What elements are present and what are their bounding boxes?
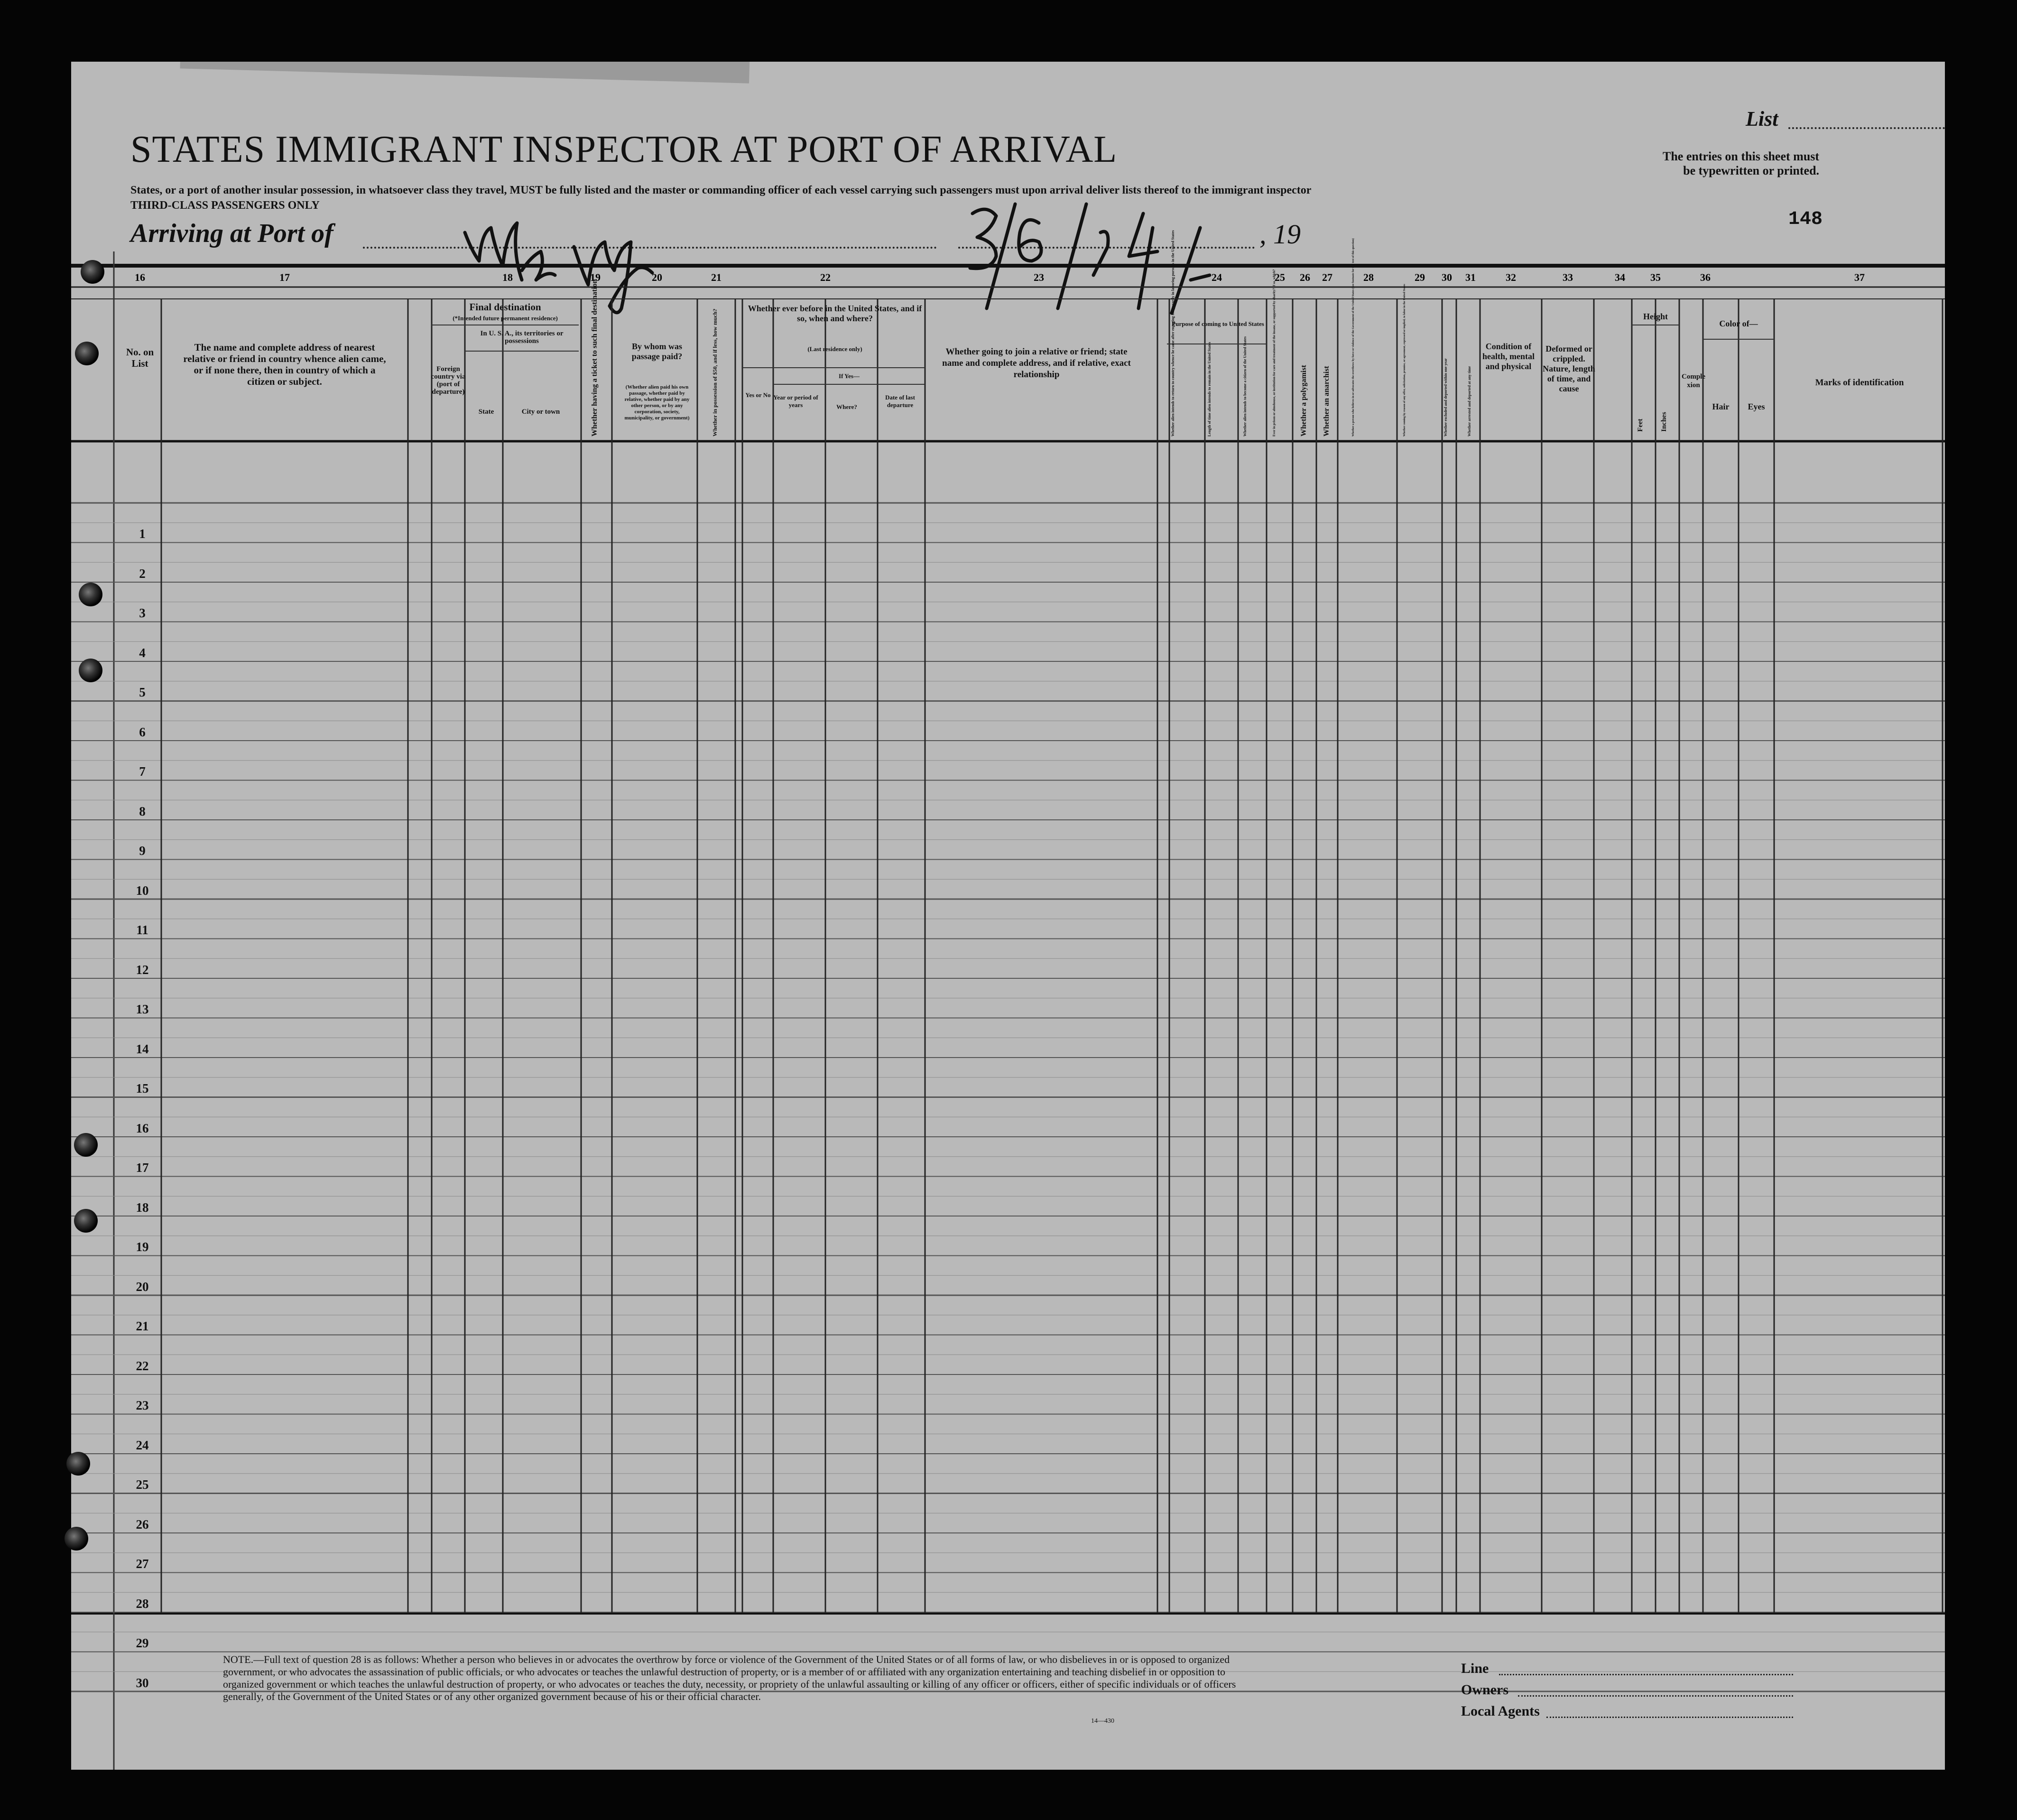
header-q31: Whether arrested and deported at any time <box>1467 366 1471 436</box>
header-ever-before: Whether ever before in the United States, and if so, when and where? <box>748 304 922 323</box>
header-in-usa: In U. S. A., its territories or possessions <box>480 330 564 345</box>
year-label: , 19 <box>1259 219 1301 250</box>
header-no-on-list: No. on List <box>126 346 154 369</box>
line-label: Line <box>1461 1661 1489 1676</box>
header-inches: Inches <box>1660 412 1668 432</box>
row-number: 27 <box>136 1557 149 1571</box>
header-year-or-period: Year or period of years <box>773 394 818 409</box>
row-number: 16 <box>136 1121 149 1135</box>
row-lines <box>71 503 1945 1691</box>
sheet-number: 148 <box>1788 209 1823 230</box>
header-nearest-relative: The name and complete address of nearest relative or friend in country whence alien came, or if none there, then in country of which a citizen or subject. <box>183 342 386 387</box>
binder-hole <box>74 1133 98 1157</box>
header-q29: Whether coming by reason of any offer, solicitation, promise, or agreement, expressed or implied, to labor in the United States <box>1403 284 1406 436</box>
header-where: Where? <box>836 403 857 410</box>
colnum-16: 16 <box>135 271 145 283</box>
colnum-18: 18 <box>502 271 513 283</box>
row-number: 3 <box>139 606 146 620</box>
header-purpose-b: Length of time alien intends to remain in the United States <box>1207 342 1212 436</box>
header-if-yes: If Yes— <box>839 372 860 380</box>
row-number: 8 <box>139 804 146 818</box>
colnum-30: 30 <box>1442 271 1452 283</box>
column-lines <box>161 299 1943 1613</box>
header-purpose-c: Whether alien intends to become a citizen of the United States <box>1243 336 1247 436</box>
arriving-port-label: Arriving at Port of <box>130 219 333 248</box>
row-number: 30 <box>136 1675 149 1690</box>
header-hair: Hair <box>1712 402 1730 411</box>
header-q28: Whether a person who believes in or advocates the overthrow by force or violence of the Government of the United States (See footnote for full text of this question) <box>1352 238 1355 436</box>
colnum-29: 29 <box>1415 271 1425 283</box>
header-feet: Feet <box>1637 418 1644 432</box>
row-number: 10 <box>136 883 149 898</box>
row-number: 13 <box>136 1002 149 1016</box>
header-color-of: Color of— <box>1719 319 1758 328</box>
binder-hole <box>79 583 102 606</box>
colnum-24: 24 <box>1212 271 1222 283</box>
list-label: List <box>1746 107 1778 130</box>
local-agents-label: Local Agents <box>1461 1703 1540 1719</box>
colnum-17: 17 <box>279 271 290 283</box>
row-number: 2 <box>139 566 146 581</box>
row-number: 22 <box>136 1358 149 1373</box>
header-fifty-dollars: Whether in possession of $50, and if less, how much? <box>712 308 718 436</box>
header-height: Height <box>1643 312 1668 321</box>
row-number: 28 <box>136 1596 149 1611</box>
header-final-destination-note: (*Intended future permanent residence) <box>453 315 558 322</box>
header-anarchist: Whether an anarchist <box>1323 366 1331 436</box>
form-number: 14—430 <box>1091 1718 1114 1725</box>
row-number: 25 <box>136 1477 149 1492</box>
colnum-22: 22 <box>820 271 831 283</box>
header-last-residence: (Last residence only) <box>807 345 862 353</box>
owners-label: Owners <box>1461 1682 1508 1698</box>
line-dotted-line <box>1499 1674 1793 1675</box>
header-health: Condition of health, mental and physical <box>1482 342 1535 371</box>
header-ticket: Whether having a ticket to such final destination <box>591 279 599 436</box>
binder-hole <box>66 1452 90 1476</box>
colnum-19: 19 <box>590 271 601 283</box>
row-number: 24 <box>136 1438 149 1452</box>
colnum-31: 31 <box>1465 271 1476 283</box>
row-number: 17 <box>136 1161 149 1175</box>
binder-hole <box>79 659 102 682</box>
colnum-34: 34 <box>1615 271 1625 283</box>
row-number: 23 <box>136 1398 149 1412</box>
row-number: 14 <box>136 1041 149 1056</box>
entries-note-line-1: The entries on this sheet must <box>1663 149 1820 163</box>
header-passage-paid-note: (Whether alien paid his own passage, whether paid by relative, whether paid by any other person, or by any corporation, society, municipality, or government) <box>624 384 690 421</box>
binder-hole <box>65 1527 88 1551</box>
header-purpose-a: Whether alien intends to return to country whence he came after engaging temporarily in laboring pursuits in the United States <box>1171 230 1175 436</box>
header-final-destination: Final destination <box>469 301 541 313</box>
page-title: STATES IMMIGRANT INSPECTOR AT PORT OF ARRIVAL <box>130 129 1118 170</box>
colnum-28: 28 <box>1363 271 1374 283</box>
class-line: THIRD-CLASS PASSENGERS ONLY <box>130 199 320 212</box>
row-number: 7 <box>139 764 146 779</box>
local-agents-dotted-line <box>1546 1717 1793 1718</box>
owners-dotted-line <box>1518 1695 1793 1697</box>
row-number: 1 <box>139 527 146 541</box>
header-yes-or-no: Yes or No <box>745 391 771 399</box>
header-foreign-country: Foreign country via (port of departure) <box>431 365 466 396</box>
header-purpose: Purpose of coming to United States <box>1172 320 1264 327</box>
colnum-23: 23 <box>1034 271 1044 283</box>
binder-hole <box>81 260 104 284</box>
header-state: State <box>478 408 494 416</box>
header-prison: Ever in prison or almshouse, or institution for care and treatment of the insane, or supported by charity? If so, which? <box>1272 269 1276 436</box>
header-polygamist: Whether a polygamist <box>1300 365 1308 436</box>
colnum-20: 20 <box>652 271 662 283</box>
row-number: 21 <box>136 1319 149 1333</box>
row-number: 12 <box>136 962 149 977</box>
colnum-37: 37 <box>1854 271 1865 283</box>
header-deformed: Deformed or crippled. Nature, length of time, and cause <box>1543 344 1595 393</box>
header-passage-paid: By whom was passage paid? <box>631 342 683 361</box>
binder-hole <box>75 342 99 365</box>
header-subtitle: States, or a port of another insular possession, in whatsoever class they travel, MUST be fully listed and the master or commanding officer of each vessel carrying such passengers must upon arrival deliver lists thereof to the immigrant inspector <box>130 184 1312 196</box>
row-number: 4 <box>139 645 146 660</box>
row-number: 5 <box>139 685 146 699</box>
colnum-25: 25 <box>1275 271 1285 283</box>
binder-hole <box>74 1209 98 1233</box>
row-number: 15 <box>136 1081 149 1096</box>
header-city-or-town: City or town <box>521 408 560 416</box>
row-number: 9 <box>139 844 146 858</box>
entries-note-line-2: be typewritten or printed. <box>1683 164 1820 177</box>
header-join-relative: Whether going to join a relative or friend; state name and complete address, and if relative, exact relationship <box>942 347 1131 380</box>
row-number: 6 <box>139 724 146 739</box>
header-q30: Whether excluded and deported within one year <box>1443 358 1448 436</box>
row-number: 19 <box>136 1240 149 1254</box>
colnum-36: 36 <box>1700 271 1711 283</box>
colnum-33: 33 <box>1563 271 1573 283</box>
colnum-26: 26 <box>1300 271 1310 283</box>
colnum-27: 27 <box>1322 271 1332 283</box>
colnum-21: 21 <box>711 271 722 283</box>
colnum-32: 32 <box>1506 271 1516 283</box>
row-number: 26 <box>136 1517 149 1532</box>
manifest-sheet <box>71 62 1945 1770</box>
header-complexion: Complexion <box>1682 373 1705 389</box>
header-marks: Marks of identification <box>1815 378 1904 388</box>
row-number: 29 <box>136 1636 149 1650</box>
row-number: 20 <box>136 1279 149 1294</box>
colnum-35: 35 <box>1650 271 1661 283</box>
footnote-question-28: NOTE.—Full text of question 28 is as follows: Whether a person who believes in or advocates the overthrow by force or violence of the Government of the United States or of all forms of law, or who disbelieves in or is opposed to organized government, or who advocates the assassination of public officials, or who advocates or teaches the unlawful destruction of property, or is a member of or affiliated with any organization entertaining and teaching disbelief in or opposition to organized government or which teaches the unlawful destruction of property, or who advocates or teaches the duty, necessity, or propriety of the unlawful assaulting or killing of any officer or officers, either of specific individuals or of officers generally, of the Government of the United States or of any other organized government because of his or their official character. <box>223 1653 1236 1702</box>
header-date-last-departure: Date of last departure <box>885 394 915 409</box>
row-number: 18 <box>136 1200 149 1215</box>
row-number: 11 <box>136 923 148 937</box>
header-eyes: Eyes <box>1748 402 1765 411</box>
